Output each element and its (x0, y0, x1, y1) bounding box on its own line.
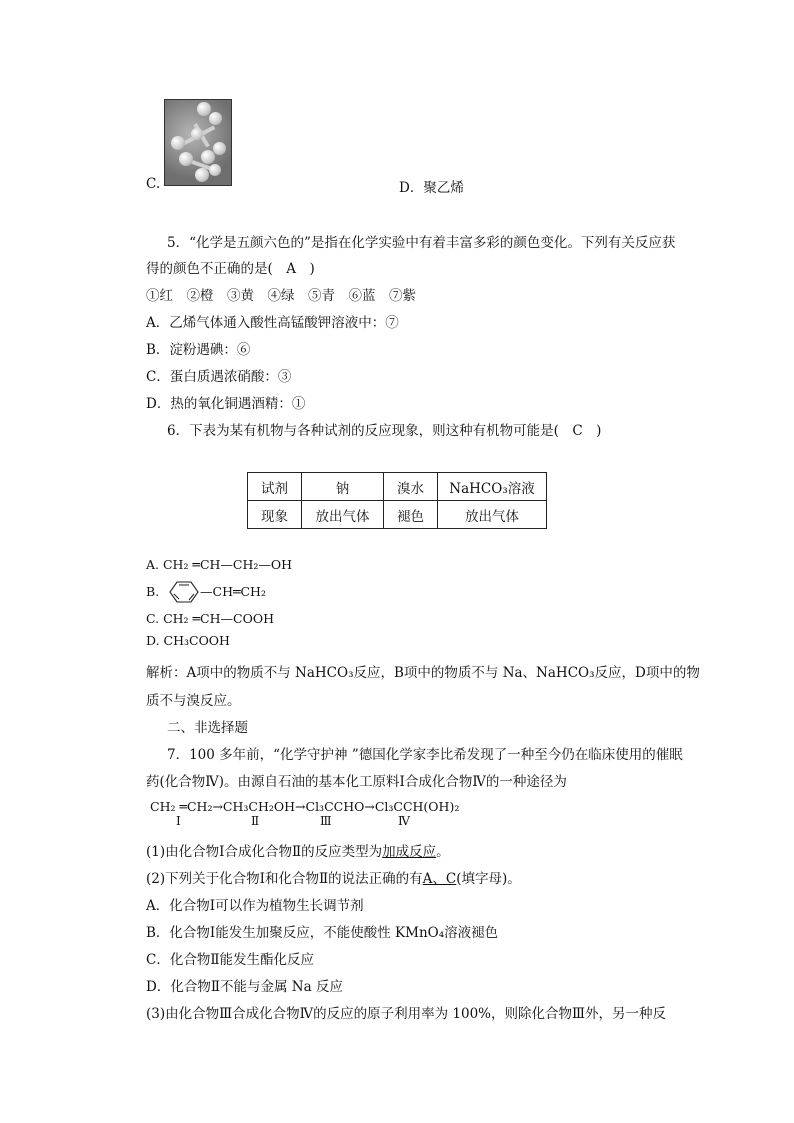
table-row (248, 473, 547, 501)
q6-option-d: D. CH₃COOH (146, 633, 230, 648)
reaction-table (247, 472, 547, 529)
table-cell: 溴水 (384, 473, 438, 501)
q6-stem: 6．下表为某有机物与各种试剂的反应现象，则这种有机物可能是( C ) (167, 423, 602, 439)
q7-synthesis-route: CH₂ ═CH₂→CH₃CH₂OH→Cl₃CCHO→Cl₃CCH(OH)₂ (150, 799, 460, 814)
q5-stem-line2: 得的颜色不正确的是( A ) (146, 261, 315, 277)
route-label: Ⅳ (398, 814, 410, 828)
ball-and-stick-model-image (164, 99, 232, 186)
option-c-label: C. (146, 176, 161, 192)
q6-option-a: A. CH₂ ═CH—CH₂—OH (146, 557, 293, 572)
q5-option-a: A．乙烯气体通入酸性高锰酸钾溶液中：⑦ (146, 315, 399, 331)
q6-option-b-prefix: B. (146, 584, 160, 599)
q7-part2-answer: A、C (422, 871, 457, 887)
q7-option-b: B．化合物Ⅰ能发生加聚反应，不能使酸性 KMnO₄溶液褪色 (146, 925, 499, 941)
table-cell: 现象 (248, 501, 302, 529)
table-cell: NaHCO₃溶液 (438, 473, 547, 501)
q5-stem-line1: 5．“化学是五颜六色的”是指在化学实验中有着丰富多彩的颜色变化。下列有关反应获 (167, 235, 676, 251)
q7-stem-line2: 药(化合物Ⅳ)。由源自石油的基本化工原料Ⅰ合成化合物Ⅳ的一种途径为 (146, 774, 567, 790)
benzene-ring-icon (169, 580, 199, 604)
route-label: Ⅰ (176, 814, 181, 828)
q7-option-c: C．化合物Ⅱ能发生酯化反应 (146, 952, 315, 968)
table-cell: 放出气体 (302, 501, 384, 529)
q5-color-list: ①红 ②橙 ③黄 ④绿 ⑤青 ⑥蓝 ⑦紫 (146, 288, 416, 304)
table-cell: 钠 (302, 473, 384, 501)
route-label: Ⅲ (320, 814, 332, 828)
q7-part1-text: (1)由化合物Ⅰ合成化合物Ⅱ的反应类型为 (146, 844, 383, 860)
q6-option-c: C. CH₂ ═CH—COOH (146, 611, 274, 626)
q6-option-b-suffix: —CH═CH₂ (200, 584, 266, 599)
option-d-label: D．聚乙烯 (399, 180, 464, 196)
q5-option-b: B．淀粉遇碘：⑥ (146, 342, 251, 358)
table-cell: 试剂 (248, 473, 302, 501)
table-row (248, 501, 547, 529)
q7-option-d: D．化合物Ⅱ不能与金属 Na 反应 (146, 979, 343, 995)
q7-stem-line1: 7．100 多年前，“化学守护神 ”德国化学家李比希发现了一种至今仍在临床使用的催眠 (167, 747, 683, 763)
q5-option-d: D．热的氧化铜遇酒精：① (146, 396, 306, 412)
q7-part2 (146, 867, 521, 887)
q6-analysis-line1: 解析：A项中的物质不与 NaHCO₃反应，B项中的物质不与 Na、NaHCO₃反应，D项中的物 (146, 665, 700, 681)
q7-option-a: A．化合物Ⅰ可以作为植物生长调节剂 (146, 898, 364, 914)
q7-part2-end: (填字母)。 (456, 871, 521, 887)
table-cell: 放出气体 (438, 501, 547, 529)
q6-analysis-line2: 质不与溴反应。 (146, 693, 241, 709)
q7-part3: (3)由化合物Ⅲ合成化合物Ⅳ的反应的原子利用率为 100%，则除化合物Ⅲ外，另一种反 (146, 1006, 667, 1022)
q7-part2-text: (2)下列关于化合物Ⅰ和化合物Ⅱ的说法正确的有 (146, 871, 423, 887)
q7-part1-end: 。 (436, 844, 450, 860)
table-cell: 褪色 (384, 501, 438, 529)
q5-option-c: C．蛋白质遇浓硝酸：③ (146, 369, 292, 385)
q7-part1-answer: 加成反应 (382, 844, 437, 860)
route-label: Ⅱ (251, 814, 260, 828)
q7-part1 (146, 840, 450, 860)
section-heading: 二、非选择题 (167, 720, 248, 736)
